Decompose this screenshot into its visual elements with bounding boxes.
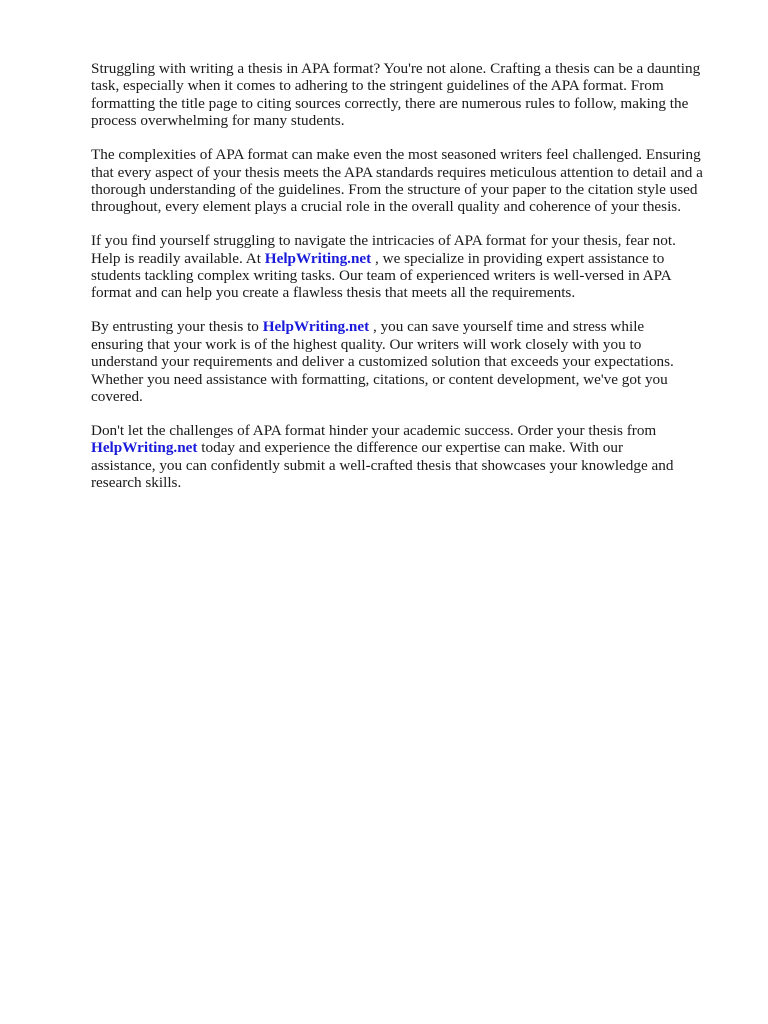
paragraph-order	[91, 422, 731, 492]
paragraph-help-text-start: If you find yourself struggling to navigate the intricacies of APA format for your thesis, fear not. Help is readily available. At	[91, 232, 676, 267]
paragraph-help-text-end: , we specialize in providing expert assistance to students tackling complex writing tasks. Our team of experienced writers is well-versed in APA format and can help you create a flawless thesis that meets all the requirements.	[91, 249, 672, 302]
paragraph-help	[91, 232, 731, 302]
paragraph-entrust-text-start: By entrusting your thesis to	[91, 318, 263, 336]
paragraph-entrust	[91, 318, 731, 405]
document-body	[91, 60, 731, 508]
paragraph-entrust-text-end: , you can save yourself time and stress while ensuring that your work is of the highest quality. Our writers will work closely with you to understand your requirements and deliver a customized solution that exceeds your expectations. Whether you need assistance with formatting, citations, or content development, we've got you covered.	[91, 318, 674, 405]
paragraph-order-text-start: Don't let the challenges of APA format hinder your academic success. Order your thesis from	[91, 421, 657, 439]
helpwriting-link-2[interactable]: HelpWriting.net	[262, 318, 370, 336]
paragraph-order-text-end: today and experience the difference our expertise can make. With our assistance, you can confidently submit a well-crafted thesis that showcases your knowledge and research skills.	[91, 439, 674, 492]
helpwriting-link-3[interactable]: HelpWriting.net	[91, 439, 198, 457]
paragraph-intro: Struggling with writing a thesis in APA format? You're not alone. Crafting a thesis can be a daunting task, especially when it comes to adhering to the stringent guidelines of the APA format. From formatting the title page to citing sources correctly, there are numerous rules to follow, making the process overwhelming for many students.	[91, 60, 701, 130]
paragraph-complexities: The complexities of APA format can make even the most seasoned writers feel challenged. Ensuring that every aspect of your thesis meets the APA standards requires meticulous attention to detail and a thorough understanding of the guidelines. From the structure of your paper to the citation style used throughout, every element plays a crucial role in the overall quality and coherence of your thesis.	[91, 146, 703, 216]
helpwriting-link-1[interactable]: HelpWriting.net	[264, 249, 372, 267]
